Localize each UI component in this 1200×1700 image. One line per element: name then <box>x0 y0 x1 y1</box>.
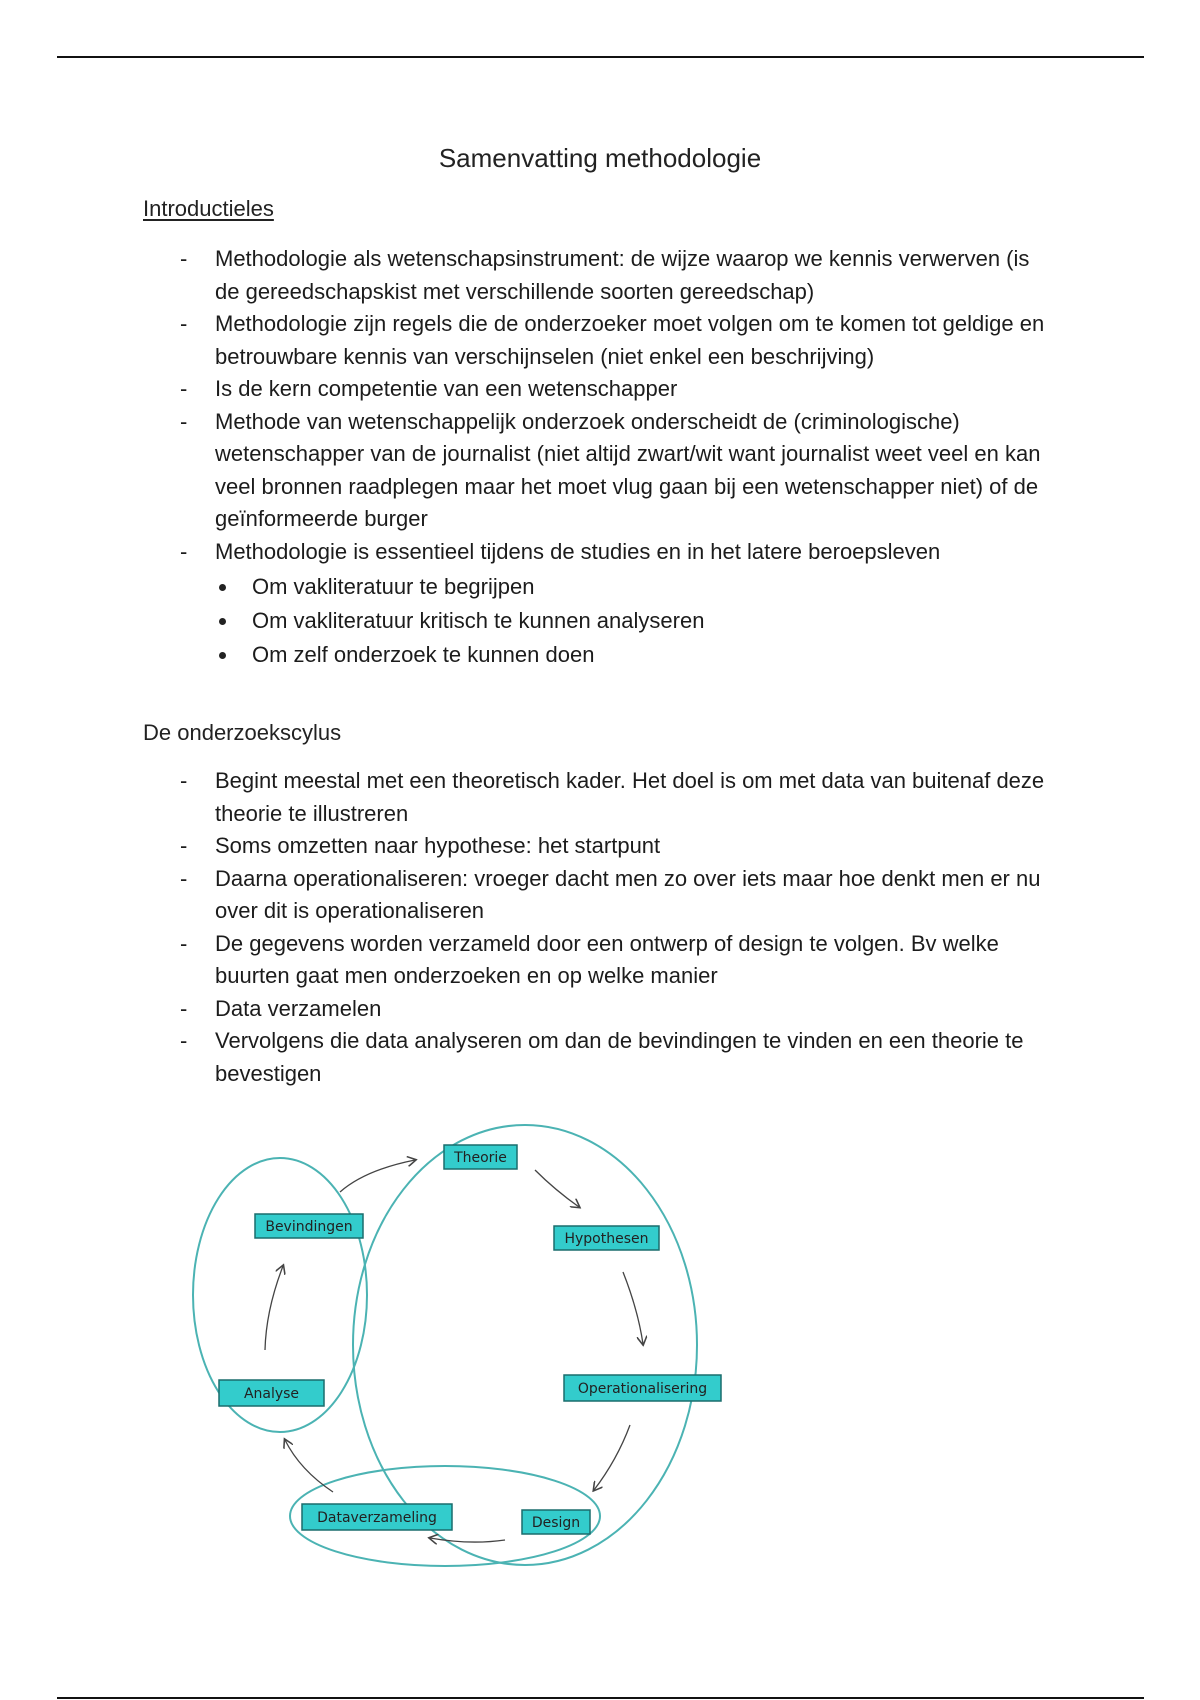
page-title: Samenvatting methodologie <box>438 143 762 173</box>
box-label: Hypothesen <box>564 1231 649 1247</box>
list-item <box>0 536 1055 673</box>
arrow-operationalisering-design <box>594 1425 630 1490</box>
list-item: - Vervolgens die data analyseren om dan de bevindingen te vinden en een theorie te bevestigen <box>0 1025 1055 1090</box>
section-heading-introductieles: Introductieles <box>143 196 274 221</box>
box-dataverzameling <box>302 1504 452 1530</box>
list-item: - Begint meestal met een theoretisch kader. Het doel is om met data van buitenaf deze theorie te illustreren <box>0 765 1055 830</box>
box-label: Design <box>531 1515 581 1531</box>
sublist-item: Om vakliteratuur kritisch te kunnen analyseren <box>215 604 1055 638</box>
box-theorie <box>444 1145 517 1169</box>
section1-list <box>0 243 1055 672</box>
list-item: - Soms omzetten naar hypothese: het startpunt <box>0 830 1055 863</box>
arrow-bevindingen-theorie <box>340 1160 415 1192</box>
list-item: - Methodologie zijn regels die de onderzoeker moet volgen om te komen tot geldige en betrouwbare kennis van verschijnselen (niet enkel een beschrijving) <box>0 308 1055 373</box>
box-label: Analyse <box>243 1386 300 1402</box>
list-item: - Is de kern competentie van een wetenschapper <box>0 373 1055 406</box>
list-item: - De gegevens worden verzameld door een ontwerp of design te volgen. Bv welke buurten gaat men onderzoeken en op welke manier <box>0 928 1055 993</box>
top-rule <box>57 56 1144 58</box>
research-cycle-diagram <box>190 1100 750 1580</box>
box-analyse <box>219 1380 324 1406</box>
ellipse-right <box>353 1125 697 1565</box>
box-design <box>522 1510 590 1534</box>
list-item: - Daarna operationaliseren: vroeger dacht men zo over iets maar hoe denkt men er nu over dit is operationaliseren <box>0 863 1055 928</box>
sublist <box>215 570 1055 672</box>
list-item: - Methode van wetenschappelijk onderzoek onderscheidt de (criminologische) wetenschapper van de journalist (niet altijd zwart/wit want journalist weet veel en kan veel bronnen raadplegen maar het moet vlug gaan bij een wetenschapper niet) of de geïnformeerde burger <box>0 406 1055 536</box>
arrow-design-dataverzameling <box>430 1538 505 1542</box>
box-operationalisering <box>564 1375 721 1401</box>
list-item-text: Methodologie is essentieel tijdens de studies en in het latere beroepsleven <box>215 538 941 564</box>
sublist-item: Om zelf onderzoek te kunnen doen <box>215 638 1055 672</box>
box-hypothesen <box>554 1226 659 1250</box>
section-heading-onderzoekscylus: De onderzoekscylus <box>143 720 342 745</box>
list-item: - Data verzamelen <box>0 993 1055 1026</box>
box-label: Theorie <box>454 1150 507 1166</box>
arrow-hypothesen-operationalisering <box>623 1272 643 1344</box>
bottom-rule <box>57 1697 1144 1699</box>
section2-list <box>0 765 1055 1090</box>
list-item: - Methodologie als wetenschapsinstrument: de wijze waarop we kennis verwerven (is de gereedschapskist met verschillende soorten gereedschap) <box>0 243 1055 308</box>
arrow-analyse-bevindingen <box>265 1266 283 1350</box>
sublist-item: Om vakliteratuur te begrijpen <box>215 570 1055 604</box>
arrow-theorie-hypothesen <box>535 1170 579 1207</box>
box-label: Operationalisering <box>577 1381 708 1397</box>
box-label: Dataverzameling <box>317 1510 437 1526</box>
box-bevindingen <box>255 1214 363 1238</box>
box-label: Bevindingen <box>265 1219 353 1235</box>
